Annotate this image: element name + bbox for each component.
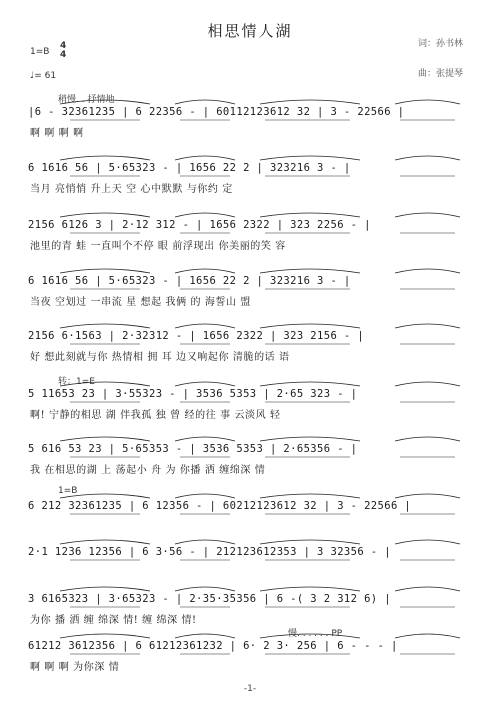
slur-mark	[175, 587, 235, 591]
slur-mark	[395, 540, 460, 544]
slur-mark	[175, 494, 235, 498]
system-annotation: 1=B	[58, 486, 78, 496]
slur-mark	[60, 540, 150, 544]
notation-line: 61212 3612356 | 6 61212361232 | 6· 2 3· 256 | 6 - - - |	[28, 640, 398, 652]
key-signature: 1=B	[30, 47, 50, 57]
slur-mark	[175, 382, 235, 386]
lyrics-line: 好 想此刻就与你 热情相 拥 耳 边又响起你 清脆的话 语	[30, 352, 290, 363]
notation-line: 6 212 32361235 | 6 12356 - | 60212123612 32 | 3 - 22566 |	[28, 500, 412, 512]
system-annotation: 慢. . . . . . PP	[288, 629, 343, 639]
slur-mark	[260, 269, 360, 273]
notation-line: 2156 6·1563 | 2·32312 - | 1656 2322 | 323 2156 - |	[28, 330, 365, 342]
time-signature	[60, 42, 66, 60]
time-signature-bottom: 4	[60, 50, 67, 60]
system-annotation: 转：1=E	[58, 377, 95, 387]
notation-line: 3 6165323 | 3·65323 - | 2·35·35356 | 6 -( 3 2 312 6) |	[28, 593, 391, 605]
slur-mark	[395, 382, 460, 386]
composer-credit: 曲：张提琴	[418, 69, 464, 79]
slur-mark	[260, 100, 360, 104]
slur-mark	[395, 156, 460, 160]
slur-mark	[175, 156, 235, 160]
slur-mark	[395, 100, 460, 104]
slur-mark	[175, 269, 235, 273]
slur-mark	[60, 156, 150, 160]
slur-mark	[395, 213, 460, 217]
slur-mark	[260, 494, 360, 498]
slur-mark	[260, 540, 360, 544]
slur-mark	[260, 324, 360, 328]
lyrics-line: 当夜 空划过 一串流 星 想起 我俩 的 海誓山 盟	[30, 297, 252, 308]
slur-mark	[175, 634, 235, 638]
notation-line: 5 11653 23 | 3·55323 - | 3536 5353 | 2·65 323 - |	[28, 388, 358, 400]
slur-mark	[175, 540, 235, 544]
slur-mark	[395, 324, 460, 328]
slur-mark	[260, 587, 360, 591]
lyrics-line: 池里的青 蛙 一直叫个不停 眼 前浮现出 你美丽的笑 容	[30, 241, 286, 252]
slur-mark	[260, 156, 360, 160]
lyrics-line: 为你 播 洒 缠 绵深 情! 缠 绵深 情!	[30, 615, 197, 626]
slur-mark	[175, 437, 235, 441]
lyrics-line: 啊! 宁静的相思 湖 伴我孤 独 曾 经的往 事 云淡风 轻	[30, 410, 281, 421]
lyrics-line: 当月 亮悄悄 升上天 空 心中默默 与你约 定	[30, 184, 233, 195]
slur-mark	[60, 634, 150, 638]
slur-mark	[175, 324, 235, 328]
notation-line: |6 - 32361235 | 6 22356 - | 60112123612 32 | 3 - 22566 |	[28, 106, 405, 118]
slur-mark	[175, 100, 235, 104]
slur-mark	[60, 213, 150, 217]
slur-mark	[395, 494, 460, 498]
slur-mark	[60, 437, 150, 441]
slur-mark	[395, 634, 460, 638]
page-title: 相思情人湖	[207, 22, 293, 40]
slur-mark	[395, 269, 460, 273]
slur-mark	[260, 213, 360, 217]
lyricist-credit: 词：孙书林	[418, 39, 464, 49]
slur-mark	[260, 437, 360, 441]
slur-mark	[60, 324, 150, 328]
slur-mark	[60, 269, 150, 273]
system-annotation: 稍慢. . 抒情地	[58, 95, 115, 105]
slur-mark	[260, 382, 360, 386]
lyrics-line: 啊 啊 啊 啊	[30, 128, 84, 139]
notation-line: 2·1 1236 12356 | 6 3·56 - | 212123612353 | 3 32356 - |	[28, 546, 391, 558]
lyrics-line: 啊 啊 啊 为你深 情	[30, 662, 120, 673]
slur-mark	[175, 213, 235, 217]
notation-line: 6 1616 56 | 5·65323 - | 1656 22 2 | 323216 3 - |	[28, 162, 351, 174]
slur-mark	[395, 587, 460, 591]
notation-line: 6 1616 56 | 5·65323 - | 1656 22 2 | 323216 3 - |	[28, 275, 351, 287]
slur-mark	[60, 587, 150, 591]
page-number: -1-	[243, 684, 257, 694]
notation-line: 5 616 53 23 | 5·65353 - | 3536 5353 | 2·65356 - |	[28, 443, 358, 455]
notation-line: 2156 6126 3 | 2·12 312 - | 1656 2322 | 323 2256 - |	[28, 219, 371, 231]
lyrics-line: 我 在相思的湖 上 荡起小 舟 为 你播 洒 缠绵深 情	[30, 465, 266, 476]
tempo-marking: ♩= 61	[30, 71, 57, 81]
slur-mark	[395, 437, 460, 441]
time-signature-top: 4	[60, 41, 67, 51]
